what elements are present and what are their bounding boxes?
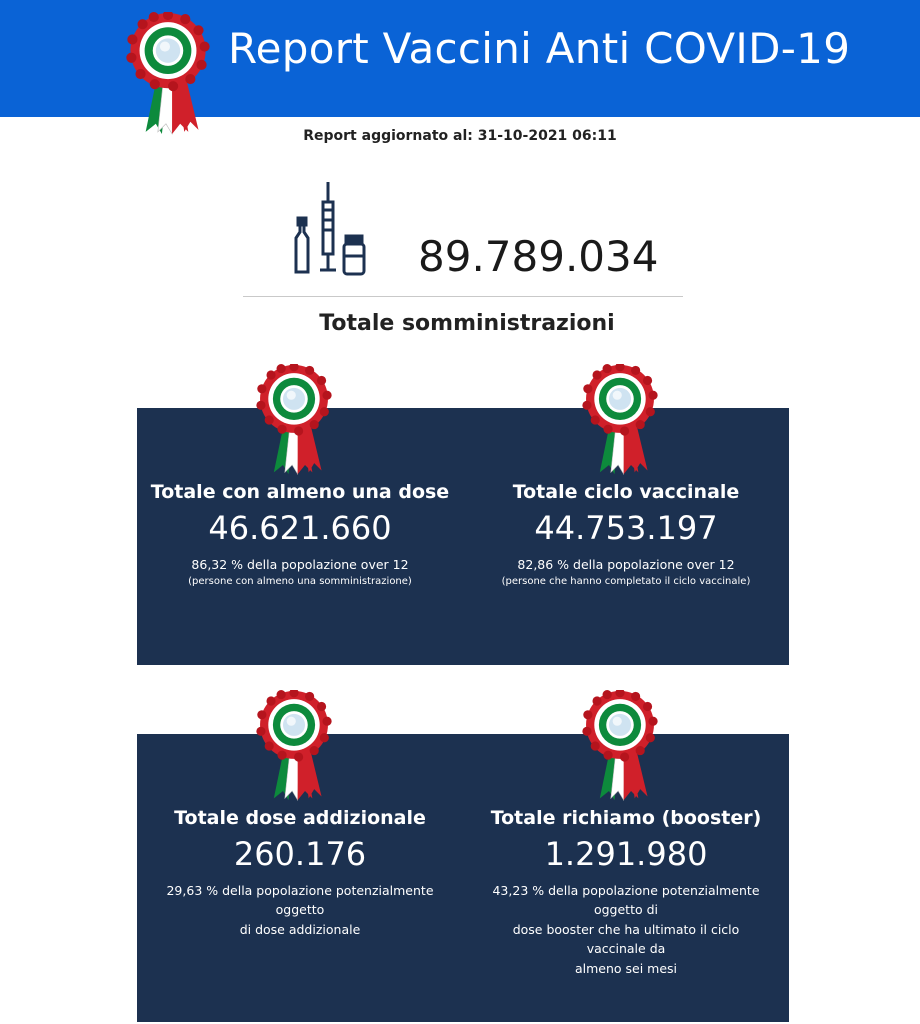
card-description-line: vaccinale da (586, 941, 666, 957)
card-full-cycle (463, 481, 789, 587)
total-administrations-label: Totale somministrazioni (319, 311, 615, 336)
card-description: 82,86 % della popolazione over 12 (517, 557, 735, 572)
stats-panel-primary (137, 408, 789, 665)
card-value: 46.621.660 (208, 509, 392, 547)
card-description: 86,32 % della popolazione over 12 (191, 557, 409, 572)
card-description-line: 29,63 % della popolazione potenzialmente (166, 883, 434, 898)
card-description-line: di dose addizionale (239, 921, 361, 937)
card-description-line: oggetto di (593, 902, 659, 918)
card-description (463, 881, 789, 978)
total-administrations-value: 89.789.034 (418, 232, 659, 281)
page-title: Report Vaccini Anti COVID-19 (228, 24, 851, 73)
card-description (137, 881, 463, 939)
card-additional-dose (137, 807, 463, 939)
card-note: (persone con almeno una somministrazione) (188, 576, 412, 588)
card-at-least-one-dose (137, 481, 463, 587)
card-description-line: almeno sei mesi (574, 960, 678, 976)
card-title: Totale dose addizionale (174, 807, 426, 829)
card-description-line: dose booster che ha ultimato il ciclo (512, 921, 740, 937)
card-title: Totale con almeno una dose (150, 481, 450, 503)
stats-panel-additional (137, 734, 789, 1022)
card-note: (persone che hanno completato il ciclo vaccinale) (501, 576, 751, 588)
card-title: Totale richiamo (booster) (490, 807, 762, 829)
coccarda-rosette-icon (581, 364, 659, 476)
coccarda-rosette-icon (581, 690, 659, 802)
header-bar (0, 0, 920, 117)
syringe-vials-icon (290, 180, 370, 280)
card-value: 44.753.197 (534, 509, 718, 547)
card-value: 260.176 (233, 835, 367, 873)
card-value: 1.291.980 (544, 835, 708, 873)
card-description-line: oggetto (275, 902, 325, 918)
card-booster (463, 807, 789, 978)
coccarda-rosette-icon (255, 364, 333, 476)
coccarda-rosette-icon (126, 12, 210, 136)
coccarda-rosette-icon (255, 690, 333, 802)
card-description-line: 43,23 % della popolazione potenzialmente (492, 883, 760, 898)
report-updated-text: Report aggiornato al: 31-10-2021 06:11 (303, 128, 617, 144)
card-title: Totale ciclo vaccinale (512, 481, 740, 503)
divider (243, 296, 683, 297)
